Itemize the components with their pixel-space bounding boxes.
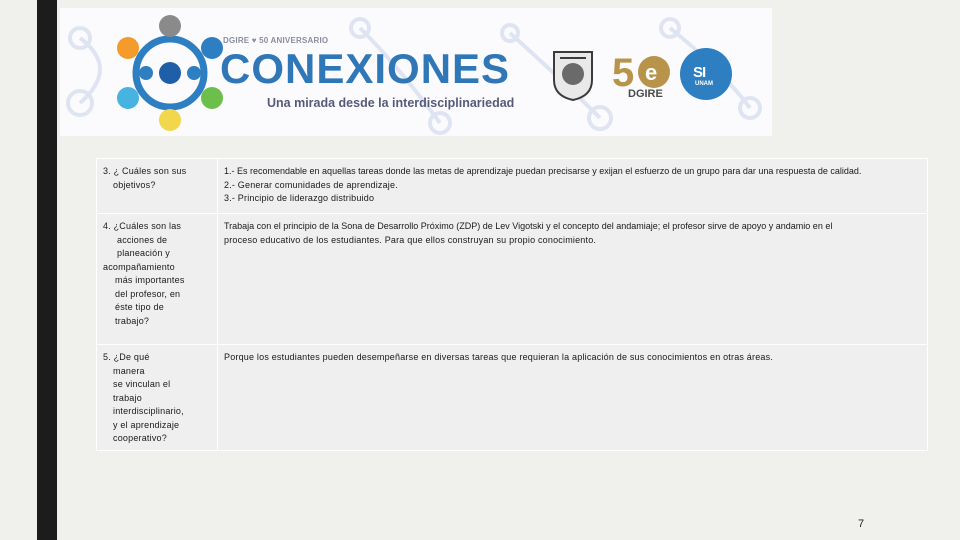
answer-cell — [218, 214, 928, 345]
page-number: 7 — [858, 518, 865, 530]
question-line: 4. ¿Cuáles son las — [103, 221, 182, 231]
question-line: planeación y — [117, 248, 170, 258]
question-line: 3. ¿ Cuáles son sus — [103, 166, 187, 176]
question-cell — [97, 159, 218, 214]
question-line: éste tipo de — [115, 302, 164, 312]
table-row — [97, 345, 928, 451]
conexiones-logo-icon — [117, 15, 223, 131]
answer-cell — [218, 345, 928, 451]
table-row — [97, 159, 928, 214]
question-line: del profesor, en — [115, 288, 181, 299]
conexiones-banner — [60, 8, 772, 136]
question-line: trabajo — [113, 392, 142, 403]
svg-text:e: e — [645, 60, 658, 85]
question-line: trabajo? — [115, 315, 150, 326]
answer-line: 3.- Principio de liderazgo distribuido — [224, 193, 375, 203]
banner-subtitle: Una mirada desde la interdisciplinariedad — [267, 96, 515, 110]
question-line: manera — [113, 365, 145, 376]
answer-line: proceso educativo de los estudiantes. Para que ellos construyan su propio conocimiento. — [224, 234, 597, 245]
qa-table — [96, 158, 928, 451]
anniversary-logo-text: DGIRE — [628, 88, 663, 100]
question-cell — [97, 345, 218, 451]
question-line: y el aprendizaje — [113, 419, 180, 430]
question-cell — [97, 214, 218, 345]
answer-line: 2.- Generar comunidades de aprendizaje. — [224, 179, 398, 190]
answer-line: Porque los estudiantes pueden desempeñarse en diversas tareas que requieran la aplicación de sus conocimientos en otras áreas. — [224, 352, 774, 362]
question-line: interdisciplinario, — [113, 406, 184, 416]
banner-title: CONEXIONES — [220, 45, 511, 92]
answer-line: 1.- Es recomendable en aquellas tareas donde las metas de aprendizaje puedan precisarse y exijan el esfuerzo de un grupo para dar una respuesta de calidad. — [224, 166, 862, 176]
question-line: 5. ¿De qué — [103, 352, 150, 362]
question-line: objetivos? — [113, 179, 156, 190]
question-line: acciones de — [117, 234, 168, 245]
banner-tagline: DGIRE ♥ 50 ANIVERSARIO — [223, 36, 329, 45]
answer-line: Trabaja con el principio de la Sona de Desarrollo Próximo (ZDP) de Lev Vigotski y el concepto del andamiaje; el profesor sirve de apoyo y andamio en el — [224, 221, 833, 231]
question-line: cooperativo? — [113, 433, 167, 443]
left-accent-bar — [37, 0, 57, 540]
question-line: más importantes — [115, 275, 185, 285]
question-line: acompañamiento — [103, 261, 175, 272]
si-logo-subtext: UNAM — [695, 81, 713, 87]
unam-seal-icon — [550, 46, 596, 102]
table-row — [97, 214, 928, 345]
si-unam-logo-icon — [680, 48, 732, 100]
svg-text:5: 5 — [612, 51, 635, 95]
question-line: se vinculan el — [113, 379, 171, 389]
si-logo-text: SI — [693, 64, 706, 81]
answer-cell — [218, 159, 928, 214]
